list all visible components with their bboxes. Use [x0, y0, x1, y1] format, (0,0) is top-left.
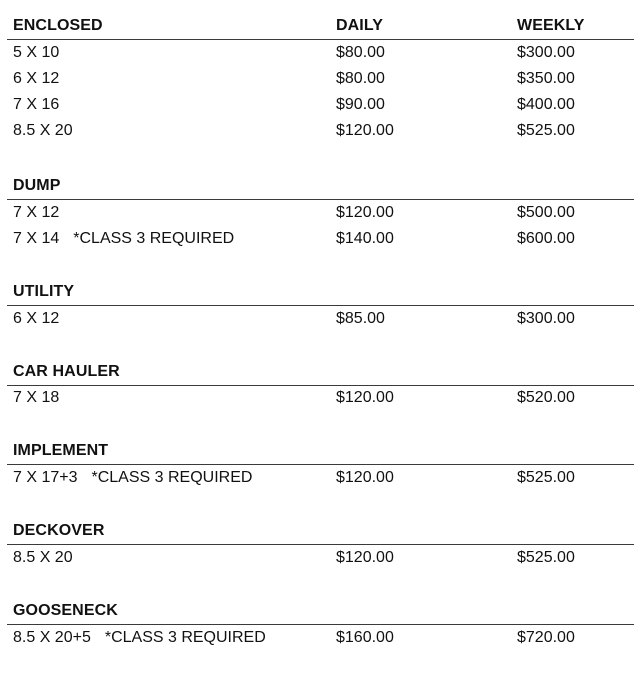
trailer-size-with-note	[13, 469, 252, 487]
daily-price: $120.00	[336, 549, 394, 566]
daily-price: $160.00	[336, 629, 394, 646]
price-row	[7, 547, 634, 573]
trailer-size: 8.5 X 20	[13, 549, 73, 566]
section-header	[7, 361, 634, 386]
trailer-size: 6 X 12	[13, 70, 60, 87]
trailer-size: 8.5 X 20	[13, 122, 73, 139]
section-title: IMPLEMENT	[13, 442, 109, 459]
weekly-price: $520.00	[517, 389, 575, 406]
section-header	[7, 175, 634, 200]
trailer-size: 8.5 X 20+5	[13, 629, 91, 646]
price-row	[7, 94, 634, 120]
price-row	[7, 627, 634, 653]
daily-price: $80.00	[336, 70, 385, 87]
price-row	[7, 42, 634, 68]
trailer-size: 7 X 17+3	[13, 469, 78, 486]
trailer-size: 7 X 14	[13, 230, 60, 247]
class-3-note: *CLASS 3 REQUIRED	[104, 629, 266, 646]
trailer-size: 7 X 12	[13, 204, 60, 221]
trailer-size: 7 X 18	[13, 389, 60, 406]
daily-price: $120.00	[336, 122, 394, 139]
class-3-note: *CLASS 3 REQUIRED	[91, 469, 253, 486]
section-header	[7, 281, 634, 306]
price-row	[7, 467, 634, 493]
section-header	[7, 15, 634, 40]
section-header	[7, 600, 634, 625]
section-header	[7, 520, 634, 545]
weekly-price: $525.00	[517, 122, 575, 139]
section-title: DUMP	[13, 177, 61, 194]
weekly-price: $525.00	[517, 549, 575, 566]
weekly-price: $525.00	[517, 469, 575, 486]
weekly-price: $720.00	[517, 629, 575, 646]
trailer-size: 6 X 12	[13, 310, 60, 327]
section-title: DECKOVER	[13, 522, 105, 539]
price-row	[7, 228, 634, 254]
trailer-size: 5 X 10	[13, 44, 60, 61]
weekly-price: $300.00	[517, 44, 575, 61]
price-row	[7, 308, 634, 334]
daily-price: $120.00	[336, 469, 394, 486]
section-title: CAR HAULER	[13, 363, 120, 380]
section-header	[7, 440, 634, 465]
price-row	[7, 68, 634, 94]
daily-price: $80.00	[336, 44, 385, 61]
trailer-size-with-note	[13, 629, 266, 647]
price-row	[7, 120, 634, 146]
section-title: ENCLOSED	[13, 17, 103, 34]
daily-price: $120.00	[336, 389, 394, 406]
section-title: UTILITY	[13, 283, 75, 300]
trailer-size-with-note	[13, 230, 234, 248]
daily-price: $140.00	[336, 230, 394, 247]
trailer-size: 7 X 16	[13, 96, 60, 113]
daily-column-header: DAILY	[336, 17, 384, 34]
daily-price: $90.00	[336, 96, 385, 113]
price-row	[7, 387, 634, 413]
price-row	[7, 202, 634, 228]
class-3-note: *CLASS 3 REQUIRED	[73, 230, 235, 247]
section-title: GOOSENECK	[13, 602, 118, 619]
weekly-price: $350.00	[517, 70, 575, 87]
weekly-column-header: WEEKLY	[517, 17, 585, 34]
weekly-price: $300.00	[517, 310, 575, 327]
daily-price: $120.00	[336, 204, 394, 221]
weekly-price: $400.00	[517, 96, 575, 113]
weekly-price: $600.00	[517, 230, 575, 247]
weekly-price: $500.00	[517, 204, 575, 221]
daily-price: $85.00	[336, 310, 385, 327]
